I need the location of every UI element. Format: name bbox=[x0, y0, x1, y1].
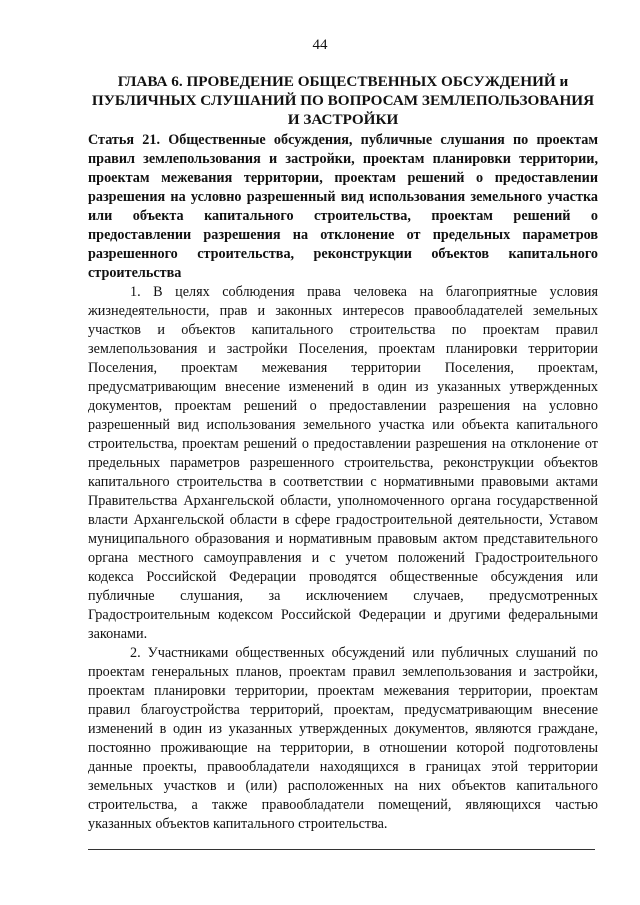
paragraph-2: 2. Участниками общественных обсуждений или публичных слушаний по проектам генеральных планов, проектам правил землепользования и застройки, проектам планировки территории, проектам межевания территории, проектам правил благоустройства территорий, проектам, предусматривающим внесение изменений в один из указанных утвержденных документов, являются граждане, постоянно проживающие на территории, в отношении которой подготовлены данные проекты, правообладатели находящихся в границах этой территории земельных участков и (или) расположенных на них объектов капитального строительства, а также правообладатели помещений, являющихся частью указанных объектов капитального строительства. bbox=[88, 645, 598, 832]
article-title: Статья 21. Общественные обсуждения, публичные слушания по проектам правил землепользования и застройки, проектам планировки территории, проектам межевания территории, проектам решений о предоставлении разрешения на условно разрешенный вид использования земельного участка или объекта капитального строительства, проектам решений о предоставлении разрешения на отклонение от предельных параметров разрешенного строительства, реконструкции объектов капитального строительства bbox=[88, 132, 598, 281]
chapter-title: ГЛАВА 6. ПРОВЕДЕНИЕ ОБЩЕСТВЕННЫХ ОБСУЖДЕНИЙ и ПУБЛИЧНЫХ СЛУШАНИЙ ПО ВОПРОСАМ ЗЕМЛЕПОЛЬЗОВАНИЯ И ЗАСТРОЙКИ bbox=[91, 73, 595, 128]
article-body bbox=[88, 283, 598, 834]
paragraph-1: 1. В целях соблюдения права человека на благоприятные условия жизнедеятельности, прав и законных интересов правообладателей земельных участков и объектов капитального строительства по проектам правил землепользования и застройки Поселения, проектам планировки территории Поселения, проектам межевания территории Поселения, проектам, предусматривающим внесение изменений в один из указанных утвержденных документов, проектам решений о предоставлении разрешения на условно разрешенный вид использования земельного участка или объекта капитального строительства, проектам решений о предоставлении разрешения на отклонение от предельных параметров разрешенного строительства, реконструкции объектов капитального строительства в соответствии с нормативными правовыми актами Правительства Архангельской области, уполномоченного органа государственной власти Архангельской области в сфере градостроительной деятельности, Уставом муниципального образования и нормативным правовым актом представительного органа местного самоуправления и с учетом положений Градостроительного кодекса Российской Федерации проводятся общественные обсуждения или публичные слушания, за исключением случаев, предусмотренных Градостроительным кодексом Российской Федерации и другими федеральными законами. bbox=[88, 284, 598, 642]
page-number: 44 bbox=[312, 37, 328, 53]
footer-divider bbox=[88, 849, 595, 850]
